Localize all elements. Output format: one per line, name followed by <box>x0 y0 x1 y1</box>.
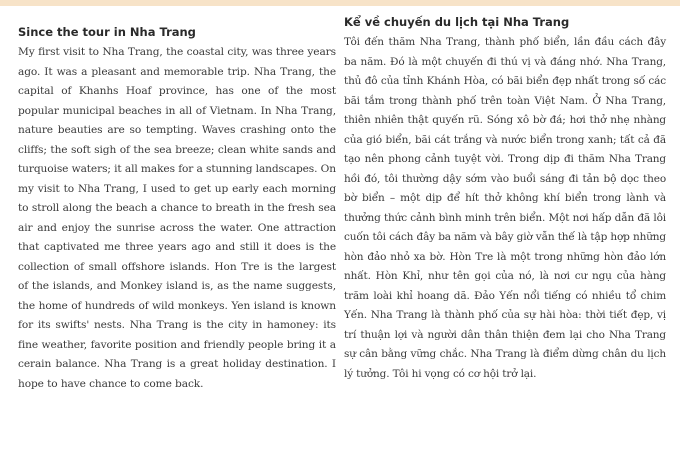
english-column <box>18 14 336 394</box>
vietnamese-column <box>344 14 666 384</box>
vietnamese-body: Tôi đến thăm Nha Trang, thành phố biển, lần đầu cách đây ba năm. Đó là một chuyến đi thú vị và đáng nhớ. Nha Trang, thủ đô của tỉnh Khánh Hòa, có bãi biển đẹp nhất trong số các bãi tắm trong thành phố trên toàn Việt Nam. Ở Nha Trang, thiên nhiên thật quyến rũ. Sóng xô bờ đá; hơi thở nhẹ nhàng của gió biển, bãi cát trắng và nước biển trong xanh; tất cả đã tạo nên phong cảnh tuyệt vời. Trong dịp đi thăm Nha Trang hồi đó, tôi thường dậy sớm vào buổi sáng đi tản bộ dọc theo bờ biển – một dịp để hít thở không khí biển trong lành và thưởng thức cảnh bình minh trên biển. Một nơi hấp dẫn đã lôi cuốn tôi cách đây ba năm và bây giờ vẫn thế là tập hợp những hòn đảo nhỏ xa bờ. Hòn Tre là một trong những hòn đảo lớn nhất. Hòn Khỉ, như tên gọi của nó, là nơi cư ngụ của hàng trăm loài khỉ hoang dã. Đảo Yến nổi tiếng có nhiều tổ chim Yến. Nha Trang là thành phố của sự hài hòa: thời tiết đẹp, vị trí thuận lợi và người dân thân thiện đem lại cho Nha Trang sự cân bằng vững chắc. Nha Trang là điểm dừng chân du lịch lý tưởng. Tôi hi vọng có cơ hội trở lại. <box>344 36 666 380</box>
vietnamese-title: Kể về chuyến du lịch tại Nha Trang <box>344 15 570 29</box>
english-body: My first visit to Nha Trang, the coastal city, was three years ago. It was a pleasant and memorable trip. Nha Trang, the capital of Khanhs Hoaf province, has one of the most popular municipal beaches in all of Vietnam. In Nha Trang, nature beauties are so tempting. Waves crashing onto the cliffs; the soft sigh of the sea breeze; clean white sands and turquoise waters; it all makes for a stunning landscapes. On my visit to Nha Trang, I used to get up early each morning to stroll along the beach a chance to breath in the fresh sea air and enjoy the sunrise across the water. One attraction that captivated me three years ago and still it does is the collection of small offshore islands. Hon Tre is the largest of the islands, and Monkey island is, as the name suggests, the home of hundreds of wild monkeys. Yen island is known for its swifts' nests. Nha Trang is the city in hamoney: its fine weather, favorite position and friendly people bring it a cerain balance. Nha Trang is a great holiday destination. I hope to have chance to come back. <box>18 46 336 390</box>
english-title: Since the tour in Nha Trang <box>18 25 196 39</box>
top-accent-bar <box>0 0 680 6</box>
